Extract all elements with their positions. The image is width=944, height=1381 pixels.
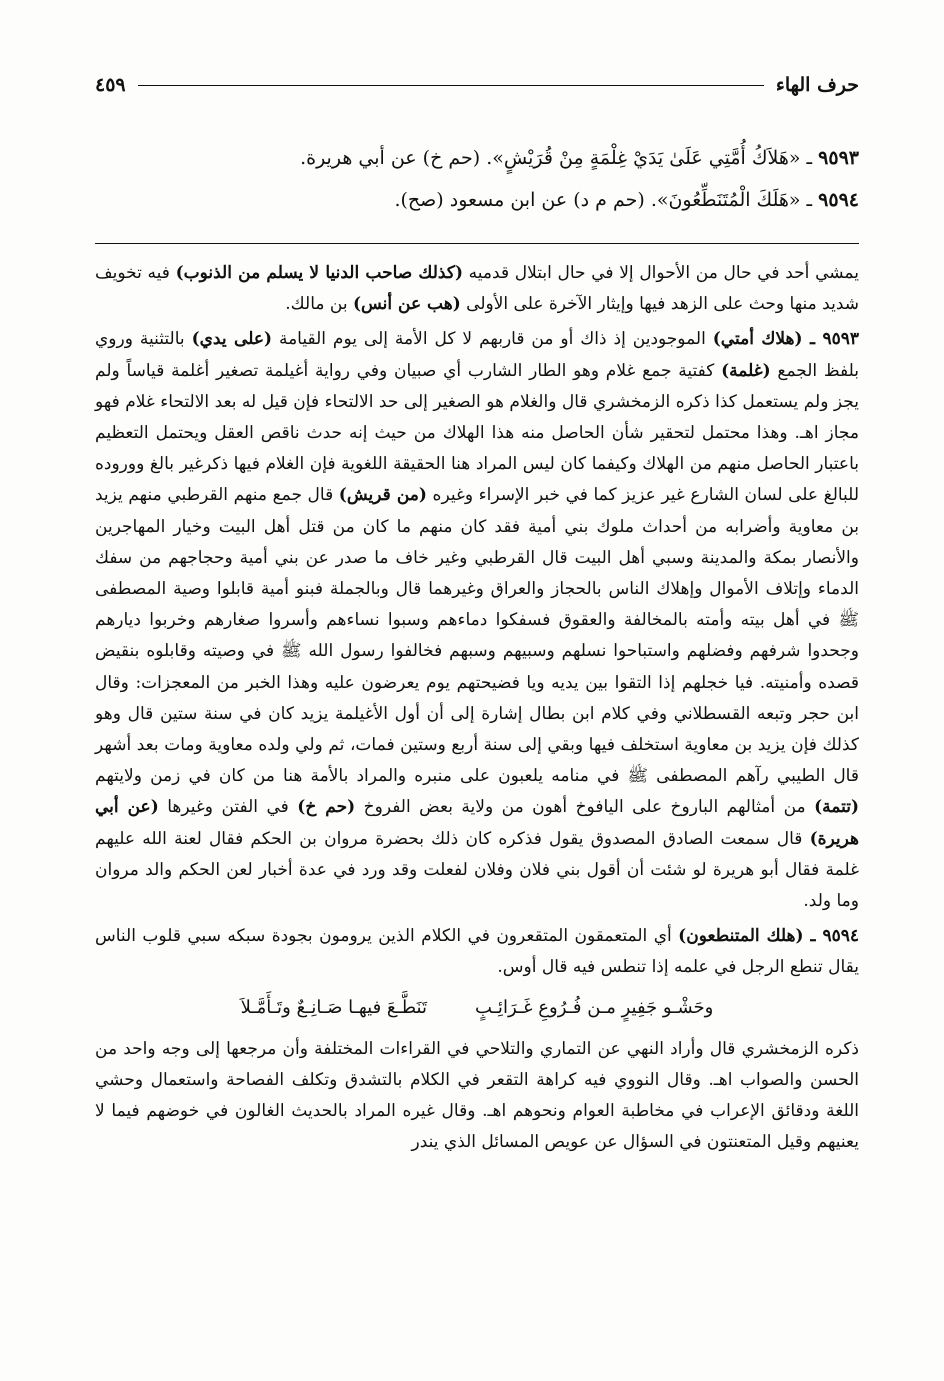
text-run: في الفتن وغيرها <box>158 797 298 818</box>
verse-second-hemistich: تَنَطَّـعَ فيهـا صَـانِـعٌ وتَـأَمَّـلاَ <box>240 996 427 1018</box>
hadith-number: ٩٥٩٤ <box>818 189 859 211</box>
hadith-text: «هَلاَكُ أُمَّتِي عَلَىٰ يَدَيْ غِلْمَةٍ مِنْ قُرَيْشٍ». (حم خ) عن أبي هريرة. <box>300 147 801 169</box>
highlight-run: (عن أبي هريرة) <box>95 797 859 849</box>
commentary-paragraph-1 <box>95 258 859 320</box>
hadith-text: «هَلَكَ الْمُتَنَطِّعُونَ». (حم م د) عن ابن مسعود (صح). <box>394 189 801 211</box>
highlight-run: (هب عن أنس) <box>352 294 461 315</box>
page-number: ٤٥٩ <box>95 74 126 96</box>
section-divider <box>95 243 859 244</box>
commentary-paragraph-9593 <box>95 324 859 917</box>
highlight-run: (غلمة) <box>721 360 771 381</box>
hadith-9594: ٩٥٩٤ ـ «هَلَكَ الْمُتَنَطِّعُونَ». (حم م د) عن ابن مسعود (صح). <box>394 189 859 211</box>
text-run: قال جمع منهم القرطبي منهم يزيد بن معاوية وأضرابه من أحداث ملوك بني أمية فقد كان منهم ما كان من قتل أهل البيت وخيار المهاجرين والأنصار بمكة والمدينة وسبي أهل البيت قال القرطبي وغير خاف ما صدر عن بني أمية وحجاجهم من سفك الدماء وإتلاف الأموال وإهلاك الناس بالحجاز والعراق وغيرهما قال وبالجملة فبنو أمية قابلوا وصية المصطفى ﷺ في أهل بيته وأمته بالمخالفة والعقوق فسفكوا دماءهم وسبوا نساءهم وأسروا صغارهم وخربوا ديارهم وجحدوا شرفهم وفضلهم واستباحوا نسلهم وسبيهم وسبهم فخالفوا رسول الله ﷺ في وصيته وقابلوه بنقيض قصده وأمنيته. فيا خجلهم إذا التقوا بين يديه ويا فضيحتهم يوم يعرضون عليه وهذا الخبر من المعجزات: وقال ابن حجر وتبعه القسطلاني وفي كلام ابن بطال إشارة إلى أن أول الأغيلمة يزيد كان في سنة ستين قال وهو كذلك فإن يزيد بن معاوية استخلف فيها وبقي إلى سنة أربع وستين فمات، ثم ولي ولده معاوية ومات بعد أشهر قال الطيبي رآهم المصطفى ﷺ في منامه يلعبون على منبره والمراد بالأمة هنا من كان في زمن ولايتهم <box>95 485 859 787</box>
highlight-run: (من قريش) <box>338 485 427 506</box>
text-run: يمشي أحد في حال من الأحوال إلا في حال ابتلال قدميه <box>462 263 859 283</box>
commentary-paragraph-4: ذكره الزمخشري قال وأراد النهي عن التماري والتلاحي في القراءات المختلفة وأن مرجعها إلى وجه واحد من الحسن والصواب اهـ. وقال النووي فيه كراهة التقعر في الكلام بالتشدق وتكلف الفصاحة واستعمال وحشي اللغة ودقائق الإعراب في مخاطبة العوام ونحوهم اهـ. وقال غيره المراد بالحديث الغالون في خوضهم فيما لا يعنيهم وقيل المتعنتون في السؤال عن عويص المسائل الذي يندر <box>95 1038 859 1153</box>
text-run: بالتثنية وروي بلفظ الجمع <box>95 329 859 381</box>
text-run: قال سمعت الصادق المصدوق يقول فذكره كان ذلك بحضرة مروان بن الحكم فقال لعنة الله عليهم غلمة فقال أبو هريرة لو شئت أن أقول بني فلان وفلان لفعلت وقد ورد في عدة أخبار لعن الحكم والد مروان وما ولد. <box>95 828 859 912</box>
highlight-run: (حم خ) <box>297 797 356 818</box>
highlight-run: (على يدي) <box>191 329 273 350</box>
verse-first-hemistich: وحَشْـو جَفِيرٍ مـن فُـرُوعِ غَـرَائِـبٍ <box>474 996 714 1018</box>
highlight-run: (هلاك أمتي) <box>712 329 803 350</box>
commentary-paragraph-9594 <box>95 921 859 983</box>
header-rule <box>138 85 764 86</box>
hadith-texts <box>95 140 859 224</box>
text-run: الموجودين إذ ذاك أو من قاربهم لا كل الأمة إلى يوم القيامة <box>272 329 713 350</box>
entry-number: ٩٥٩٣ ـ <box>802 329 859 350</box>
hadith-number: ٩٥٩٣ <box>818 147 859 169</box>
text-run: أي المتعمقون المتقعرون في الكلام الذين يرومون بجودة سبكه سبي قلوب الناس يقال تنطع الرجل في علمه إذا تنطس فيه قال أوس. <box>95 926 859 978</box>
commentary <box>95 258 859 1162</box>
text-run: بن مالك. <box>285 294 353 315</box>
text-run: من أمثالهم الباروخ على اليافوخ أهون من ولاية بعض الفروخ <box>355 797 815 818</box>
poetry-verse <box>95 988 859 1028</box>
text-run: كفتية جمع غلام وهو الطار الشارب أي صبيان وفي رواية أغيلمة تصغير أغلمة قياساً ولم يجز ولم يستعمل كذا ذكره الزمخشري قال والغلام هو الصغير إلى حد الالتحاء فإن قيل له بعد الالتحاء غلام فهو مجاز اهـ. وهذا محتمل لتحقير شأن الحاصل منه هذا الهلاك من حيث إنه حدث ناقص العقل ويحتمل التعظيم باعتبار الحاصل منهم من الهلاك وكيفما كان ليس المراد هنا الحقيقة اللغوية فإن الغلام فيها ذكرغير بالغ ووروده للبالغ على لسان الشارع غير عزيز كما في خبر الإسراء وغيره <box>95 360 859 506</box>
highlight-run: (كذلك صاحب الدنيا لا يسلم من الذنوب) <box>175 263 463 283</box>
highlight-run: (هلك المتنطعون) <box>678 926 804 947</box>
page-header <box>95 70 859 100</box>
hadith-9593: ٩٥٩٣ ـ «هَلاَكُ أُمَّتِي عَلَىٰ يَدَيْ غِلْمَةٍ مِنْ قُرَيْشٍ». (حم خ) عن أبي هريرة. <box>300 147 859 169</box>
chapter-title: حرف الهاء <box>775 74 859 96</box>
highlight-run: (تتمة) <box>814 797 859 818</box>
text-run: فيه تخويف شديد منها وحث على الزهد فيها وإيثار الآخرة على الأولى <box>95 263 859 315</box>
entry-number: ٩٥٩٤ ـ <box>803 926 859 947</box>
